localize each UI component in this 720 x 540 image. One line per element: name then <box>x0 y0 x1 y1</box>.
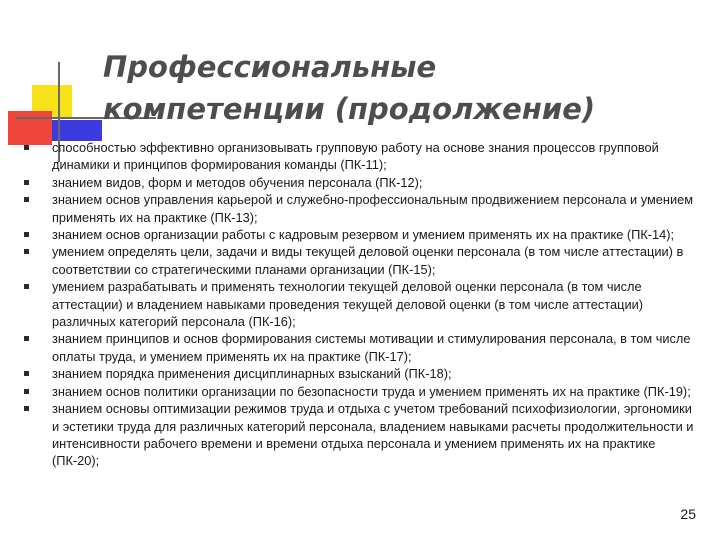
list-item <box>24 400 696 470</box>
bullet-icon <box>24 249 29 254</box>
list-item-text: умением определять цели, задачи и виды текущей деловой оценки персонала (в том числе аттестации) в соответствии со стратегическими планами организации (ПК-15); <box>52 244 684 277</box>
list-item <box>24 278 696 330</box>
list-item-text: знанием основ политики организации по безопасности труда и умением применять их на практике (ПК-19); <box>52 383 691 399</box>
slide-title-line-1: Профессиональные <box>103 50 437 84</box>
list-item-text: знанием видов, форм и методов обучения персонала (ПК-12); <box>52 174 423 190</box>
bullet-icon <box>24 180 29 185</box>
list-item-text: способностью эффективно организовывать групповую работу на основе знания процессов групповой динамики и принципов формирования команды (ПК-11); <box>52 140 659 173</box>
competency-list <box>24 139 696 470</box>
list-item <box>24 226 696 243</box>
list-item-text: умением разрабатывать и применять технологии текущей деловой оценки персонала (в том числе аттестации) и владением навыками проведения текущей деловой оценки (в том числе аттестации) различных категорий персонала (ПК-16); <box>52 279 644 330</box>
list-item <box>24 365 696 382</box>
list-item <box>24 330 696 365</box>
slide-title <box>103 46 595 130</box>
list-item <box>24 243 696 278</box>
bullet-icon <box>24 371 29 376</box>
page-number: 25 <box>680 506 696 522</box>
list-item-text: знанием основ управления карьерой и служебно-профессиональным продвижением персонала и умением применять их на практике (ПК-13); <box>52 192 694 225</box>
list-item <box>24 174 696 191</box>
list-item <box>24 139 696 174</box>
bullet-icon <box>24 145 29 150</box>
list-item-text: знанием основы оптимизации режимов труда и отдыха с учетом требований психофизиологии, эргономики и эстетики труда для различных категорий персонала, владением навыками расчеты продолжительности и интенсивности рабочего времени и времени отдыха персонала и умением применять их на практике (ПК-20); <box>52 401 694 469</box>
list-item-text: знанием основ организации работы с кадровым резервом и умением применять их на практике (ПК-14); <box>52 227 675 243</box>
bullet-icon <box>24 197 29 202</box>
list-item <box>24 383 696 400</box>
list-item-text: знанием порядка применения дисциплинарных взысканий (ПК-18); <box>52 366 452 382</box>
bullet-icon <box>24 406 29 411</box>
bullet-icon <box>24 389 29 394</box>
list-item-text: знанием принципов и основ формирования системы мотивации и стимулирования персонала, в том числе оплаты труда, и умением применять их на практике (ПК-17); <box>52 331 691 364</box>
bullet-icon <box>24 336 29 341</box>
bullet-icon <box>24 232 29 237</box>
slide-title-line-2: компетенции (продолжение) <box>103 92 596 126</box>
list-item <box>24 191 696 226</box>
bullet-icon <box>24 284 29 289</box>
